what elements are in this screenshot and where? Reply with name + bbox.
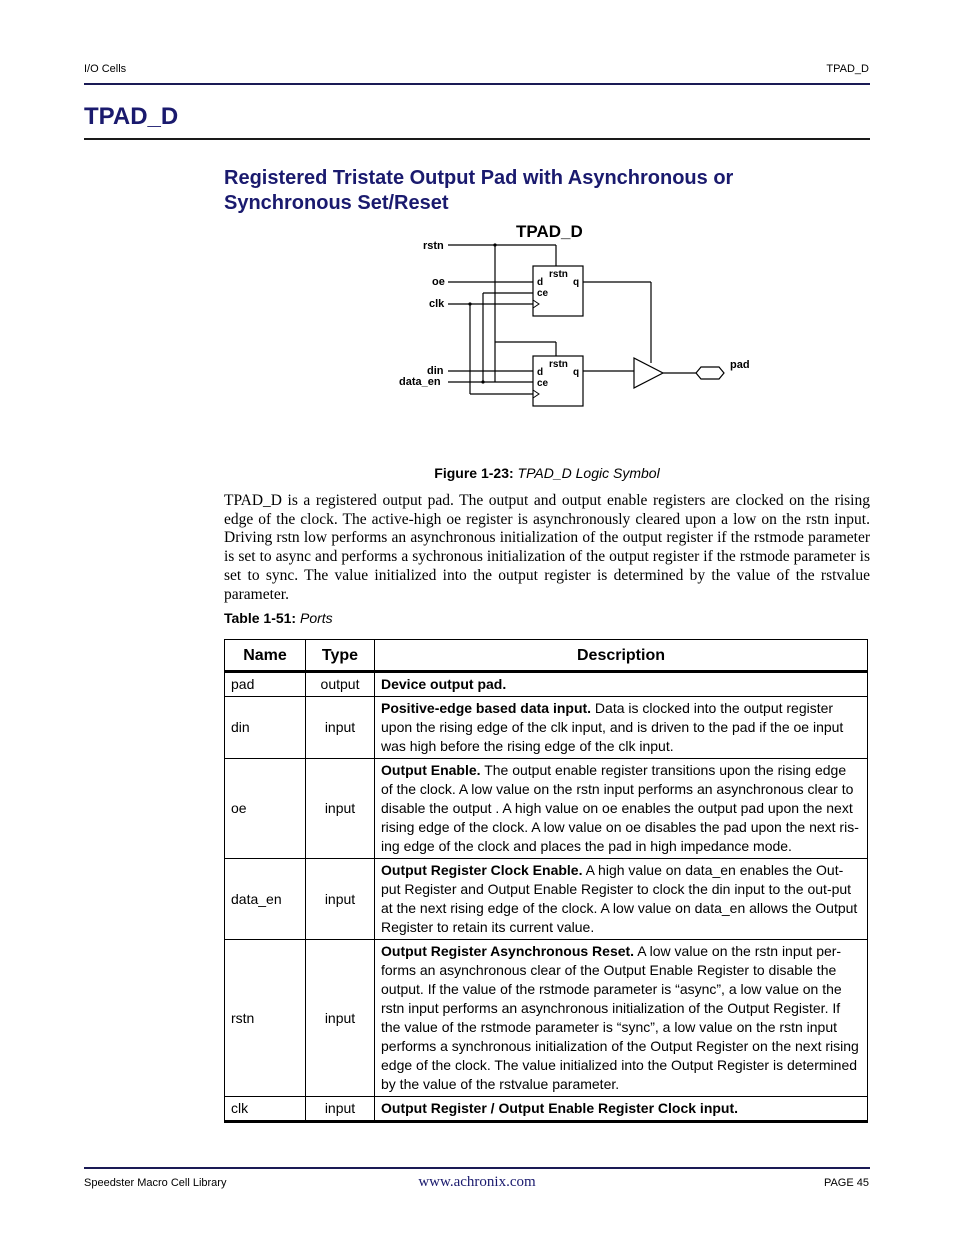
ports-table [224, 639, 868, 1123]
body-paragraph: TPAD_D is a registered output pad. The output and output enable registers are clocked on the rising edge of the clock. The active-high oe register is asynchronously cleared upon a low on the rstn input. Driving rstn low performs an asynchronous initialization of the output register if the rstmode parameter is set to async and performs a sychronous initialization of the output register if the rstmode parameter is set to sync. The value initialized into the output register is determined by the value of the rstvalue parameter. [224, 492, 870, 603]
oe-register [533, 266, 583, 316]
header-type: Type [306, 640, 375, 672]
port-type: input [306, 859, 375, 940]
label-oe: oe [432, 276, 445, 288]
table-caption-label: Table 1-51: [224, 610, 297, 626]
data-reg-rstn: rstn [549, 359, 568, 370]
port-description-text: A low value on the rstn input per-forms an asynchronous clear of the Output Enable Register to disable the output. If the value of the rstmode parameter is “async”, a low value on the rstn input performs an asynchronous initialization of the Output Register. If the value of the rstmode parameter is “sync”, a low value on the rstn input performs a synchronous initialization of the Output Register on the next rising edge of the clock. The value initialized into the Output Register is determined by the value of the rstvalue parameter. [381, 943, 859, 1092]
port-description-heading: Output Enable. [381, 762, 481, 778]
oe-reg-d: d [537, 277, 544, 288]
header-description: Description [375, 640, 868, 672]
port-description-heading: Output Register Clock Enable. [381, 862, 583, 878]
label-pad: pad [730, 359, 750, 371]
oe-reg-ce: ce [537, 288, 549, 299]
port-description [375, 859, 868, 940]
port-description-text: Data is clocked into the output register upon the rising edge of the clk input, and is driven to the pad if the oe input was high before the rising edge of the clk input. [381, 700, 844, 754]
pad-connector [696, 367, 724, 379]
header-rule [84, 83, 870, 85]
port-type: input [306, 759, 375, 859]
port-name: din [225, 697, 306, 759]
table-header-row [225, 640, 868, 672]
label-clk: clk [429, 298, 445, 310]
port-description-text: A high value on data_en enables the Out-put Register and Output Enable Register to clock the din input to the out-put at the next rising edge of the clock. A low value on data_en allows the Output Register to retain its current value. [381, 862, 858, 935]
table-row [225, 940, 868, 1097]
page-title: TPAD_D [84, 103, 179, 130]
port-description [375, 672, 868, 697]
tristate-buffer [634, 358, 663, 388]
port-name: rstn [225, 940, 306, 1097]
figure-caption [224, 465, 870, 481]
table-caption [224, 610, 333, 626]
port-description [375, 1097, 868, 1122]
table-row [225, 1097, 868, 1122]
port-name: pad [225, 672, 306, 697]
title-rule [84, 138, 870, 140]
port-description-heading: Output Register / Output Enable Register Clock input. [381, 1100, 739, 1116]
section-title: Registered Tristate Output Pad with Asynchronous or Synchronous Set/Reset [224, 167, 734, 214]
diagram-title: TPAD_D [516, 222, 583, 241]
header-name: Name [225, 640, 306, 672]
table-row [225, 859, 868, 940]
figure-caption-label: Figure 1-23: [434, 465, 514, 481]
oe-reg-rstn: rstn [549, 269, 568, 280]
port-description [375, 940, 868, 1097]
label-rstn: rstn [423, 240, 444, 252]
data-reg-d: d [537, 367, 544, 378]
data-register [533, 356, 583, 406]
data-reg-q: q [573, 367, 580, 378]
footer-library-name: Speedster Macro Cell Library [84, 1177, 227, 1189]
port-description-heading: Device output pad. [381, 676, 507, 692]
table-row [225, 759, 868, 859]
port-description [375, 759, 868, 859]
footer-website-link[interactable]: www.achronix.com [418, 1174, 536, 1190]
oe-reg-q: q [573, 277, 580, 288]
port-type: input [306, 940, 375, 1097]
port-type: input [306, 1097, 375, 1122]
port-name: data_en [225, 859, 306, 940]
header-cell-name: TPAD_D [826, 63, 869, 75]
port-description-text: The output enable register transitions upon the rising edge of the clock. A low value on the rstn input performs an asynchronous clear to disable the output . A high value on oe enables the output pad upon the next rising edge of the clock. A low value on oe disables the pad upon the next ris-ing edge of the clock and places the pad in high impedance mode. [381, 762, 859, 854]
label-din: din [427, 365, 444, 377]
figure-caption-title: TPAD_D Logic Symbol [517, 465, 660, 481]
table-caption-title: Ports [300, 610, 333, 626]
table-row [225, 672, 868, 697]
port-name: clk [225, 1097, 306, 1122]
footer-rule [84, 1167, 870, 1169]
port-name: oe [225, 759, 306, 859]
port-type: input [306, 697, 375, 759]
port-description-heading: Output Register Asynchronous Reset. [381, 943, 635, 959]
port-description-heading: Positive-edge based data input. [381, 700, 592, 716]
table-row [225, 697, 868, 759]
header-section: I/O Cells [84, 63, 127, 75]
port-type: output [306, 672, 375, 697]
port-description [375, 697, 868, 759]
label-data-en: data_en [399, 376, 441, 388]
footer-page-number: PAGE 45 [823, 1177, 869, 1189]
logic-symbol-diagram [380, 218, 780, 418]
data-reg-ce: ce [537, 378, 549, 389]
